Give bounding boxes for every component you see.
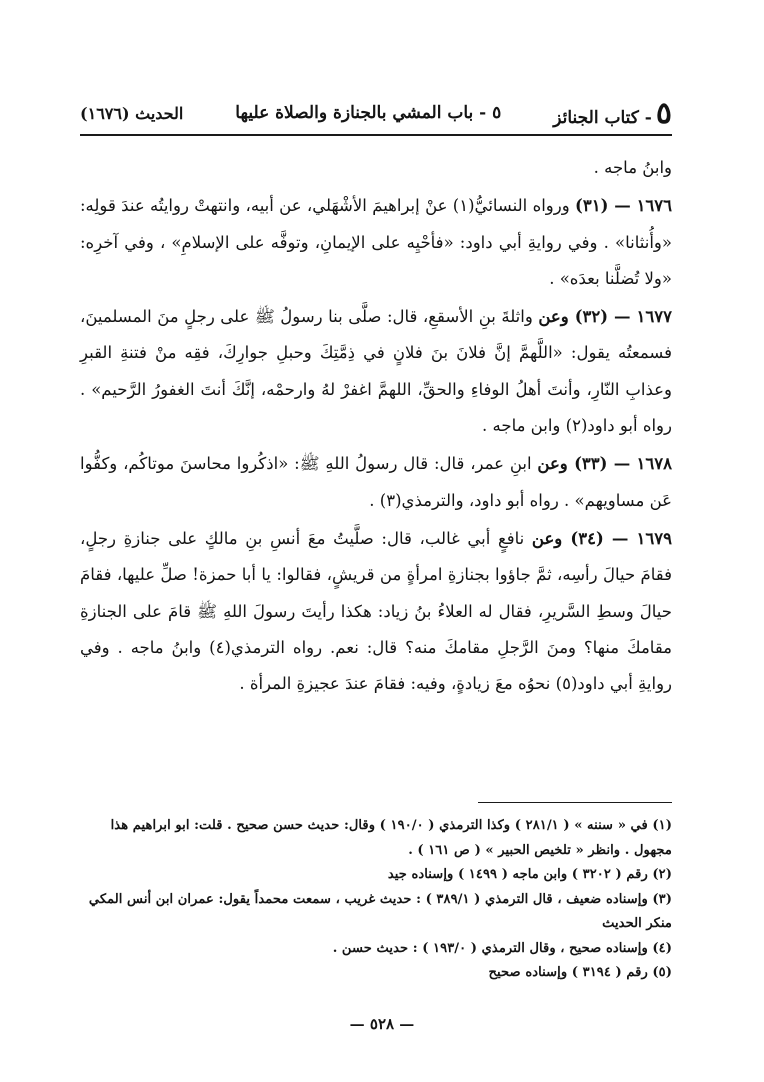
chapter-heading [553,96,672,131]
footnote-divider [478,802,672,803]
footnote: (٢) رقم ( ٣٢٠٢ ) وابن ماجه ( ١٤٩٩ ) وإسناده جيد [387,867,672,882]
hadith-1678 [80,446,672,519]
hadith-number: ١٦٧٩ — (٣٤) وعن [531,528,672,548]
hadith-text: واثلةَ بنِ الأسقعِ، قال: صلَّى بنا رسولُ ﷺ على رجلٍ منَ المسلمينَ، فسمعتُه يقول: «اللَّهمَّ إنَّ فلانَ بنَ فلانٍ في ذِمَّتِكَ وحبلِ جوارِكَ، فقِه منْ فتنةِ القبرِ وعذابِ النّارِ، وأنتَ أهلُ الوفاءِ والحقِّ، اللهمَّ اغفرْ لهُ وارحمْه، إنَّكَ أنتَ الغفورُ الرَّحيم» . رواه أبو داود(٢) وابن ماجه . [80,307,672,436]
hadith-1676 [80,188,672,297]
hadith-number: ١٦٧٦ — (٣١) [575,196,673,216]
footnote: (٣) وإسناده ضعيف ، قال الترمذي ( ٣٨٩/١ ) : حديث غريب ، سمعت محمداً يقول: عمران ابن أنس المكي منكر الحديث [88,891,672,931]
hadith-1679 [80,521,672,702]
footnote: (٤) وإسناده صحيح ، وقال الترمذي ( ١٩٣/٠ ) : حديث حسن . [332,940,672,956]
main-text [80,150,672,704]
chapter-title: - كتاب الجنائز [553,107,652,128]
paragraph-continuation: وابنُ ماجه . [593,158,672,177]
footnote: (٥) رقم ( ٣١٩٤ ) وإسناده صحيح [488,965,672,980]
footnote: (١) في « سننه » ( ٢٨١/١ ) وكذا الترمذي ( ١٩٠/٠ ) وقال: حديث حسن صحيح . قلت: ابو ابراهيم هذا مجهول . وانظر « تلخيص الحبير » ( ص ١٦١ ) . [110,818,672,858]
hadith-1677 [80,299,672,444]
hadith-number: ١٦٧٧ — (٣٢) وعن [538,307,672,327]
hadith-number: ١٦٧٨ — (٣٣) وعن [537,454,672,474]
section-title: ٥ - باب المشي بالجنازة والصلاة عليها [235,103,502,123]
hadith-text: نافعٍ أبي غالب، قال: صلَّيتُ معَ أنسِ بنِ مالكٍ على جنازةِ رجلٍ، فقامَ حيالَ رأسِه، ثمَّ جاؤوا بجنازةِ امرأةٍ من قريشٍ، فقالوا: يا أبا حمزة! صلِّ عليها، فقامَ حيالَ وسطِ السَّريرِ، فقال له العلاءُ بنُ زياد: هكذا رأيتَ رسولَ اللهِ ﷺ قامَ على الجنازةِ مقامكَ منها؟ ومنَ الرَّجلِ مقامكَ منه؟ قال: نعم. رواه الترمذي(٤) وابنُ ماجه . وفي روايةِ أبي داود(٥) نحوُه معَ زيادةٍ، وفيه: فقامَ عندَ عجيزةِ المرأة . [80,528,672,694]
chapter-number: ٥ [655,95,672,131]
footnotes [80,814,672,986]
page-number: — ٥٢٨ — [349,1015,415,1033]
hadith-text: ورواه النسائيُّ(١) عنْ إبراهيمَ الأشْهَلي، عن أبيه، وانتهتْ روايتُه عندَ قولِه: «وأُنثانا» . وفي روايةِ أبي داود: «فأحْيِه على الإيمانِ، وتوفَّه على الإسلامِ» ، وفي آخرِه: «ولا تُضلَّنا بعدَه» . [80,196,672,288]
hadith-text: ابنِ عمر، قال: قال رسولُ اللهِ ﷺ: «اذكُروا محاسنَ موتاكُم، وكفُّوا عَن مساويهم» . رواه أبو داود، والترمذي(٣) . [80,454,672,510]
running-header [80,92,672,136]
hadith-range: الحديث (١٦٧٦) [80,103,184,123]
